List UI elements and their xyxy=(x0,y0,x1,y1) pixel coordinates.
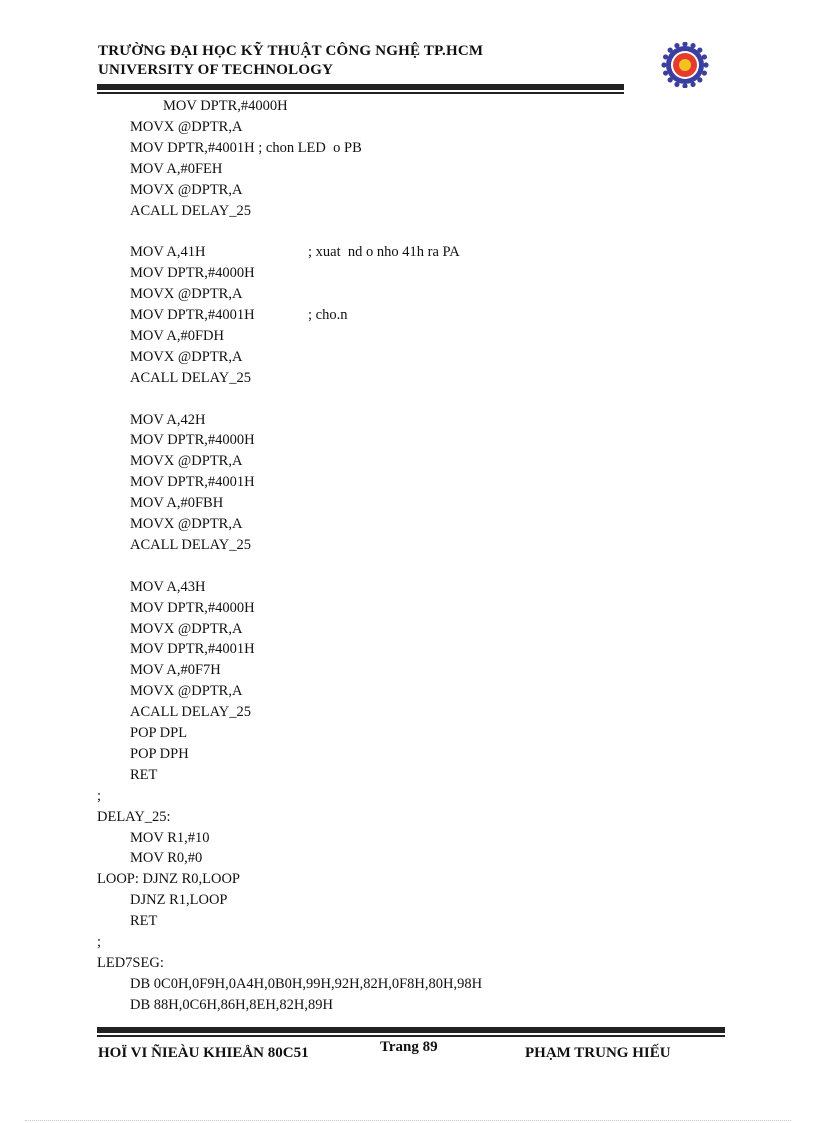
code-instruction: ; xyxy=(97,787,102,804)
code-instruction: MOV R0,#0 xyxy=(130,850,203,867)
code-instruction: LED7SEG: xyxy=(97,954,164,971)
code-comment: ; xuat nd o nho 41h ra PA xyxy=(308,244,460,261)
code-instruction: MOV DPTR,#4000H xyxy=(130,265,255,282)
code-line xyxy=(130,890,227,911)
footer-rule-thin xyxy=(97,1035,725,1037)
footer-course-title: HOÏ VI ÑIEÀU KHIEÅN 80C51 xyxy=(98,1045,309,1061)
code-instruction: MOV DPTR,#4001H xyxy=(130,307,255,323)
code-instruction: ACALL DELAY_25 xyxy=(130,369,251,386)
code-line xyxy=(130,514,242,535)
code-instruction: DJNZ R1,LOOP xyxy=(130,892,228,909)
code-line xyxy=(97,932,101,953)
code-instruction: MOV A,#0FBH xyxy=(130,495,224,512)
code-instruction: MOV A,42H xyxy=(130,411,206,428)
code-line xyxy=(130,326,224,347)
code-instruction: MOVX @DPTR,A xyxy=(130,683,243,700)
code-instruction: MOVX @DPTR,A xyxy=(130,118,243,135)
code-line xyxy=(130,974,482,995)
code-line xyxy=(130,430,255,451)
code-line xyxy=(130,828,210,849)
code-line xyxy=(130,660,221,681)
code-line xyxy=(130,201,251,222)
code-line xyxy=(130,744,189,765)
code-instruction: MOV DPTR,#4000H xyxy=(130,432,255,449)
code-line xyxy=(130,723,187,744)
code-instruction: MOV A,43H xyxy=(130,578,206,595)
code-line xyxy=(130,451,242,472)
code-line xyxy=(97,786,101,807)
code-line xyxy=(130,368,251,389)
code-instruction: LOOP: DJNZ R0,LOOP xyxy=(97,871,240,888)
code-instruction: MOVX @DPTR,A xyxy=(130,286,243,303)
code-instruction: ACALL DELAY_25 xyxy=(130,704,251,721)
header-rule-thin xyxy=(97,92,624,94)
code-instruction: MOV R1,#10 xyxy=(130,829,210,846)
code-line xyxy=(130,848,202,869)
header-university-vn: TRƯỜNG ĐẠI HỌC KỸ THUẬT CÔNG NGHỆ TP.HCM xyxy=(98,43,484,59)
footer-rule-thick xyxy=(97,1027,725,1033)
code-line xyxy=(163,96,288,117)
code-line xyxy=(130,911,157,932)
code-line xyxy=(130,410,205,431)
code-instruction: ; xyxy=(97,934,102,950)
code-line xyxy=(130,347,242,368)
page-number: Trang 89 xyxy=(380,1039,438,1055)
code-instruction: MOVX @DPTR,A xyxy=(130,620,243,637)
code-instruction: MOV A,#0F7H xyxy=(130,662,221,679)
code-instruction: DB 0C0H,0F9H,0A4H,0B0H,99H,92H,82H,0F8H,80H,98H xyxy=(130,975,483,992)
code-line xyxy=(130,263,255,284)
code-line xyxy=(130,681,242,702)
code-instruction: MOV A,#0FEH xyxy=(130,160,223,177)
code-line xyxy=(97,953,164,974)
code-line xyxy=(130,117,242,138)
code-instruction: ACALL DELAY_25 xyxy=(130,536,251,553)
code-line xyxy=(130,305,348,326)
code-line xyxy=(130,765,157,786)
header-rule-thick xyxy=(97,84,624,90)
code-line xyxy=(130,619,242,640)
code-line xyxy=(130,577,205,598)
code-instruction: MOVX @DPTR,A xyxy=(130,516,243,532)
code-instruction: MOV DPTR,#4000H xyxy=(130,599,255,616)
code-line xyxy=(97,807,171,828)
footer-author: PHẠM TRUNG HIẾU xyxy=(525,1045,671,1061)
code-instruction: MOVX @DPTR,A xyxy=(130,181,243,198)
code-instruction: RET xyxy=(130,913,158,930)
code-line xyxy=(130,535,251,556)
code-instruction: MOV DPTR,#4000H xyxy=(163,98,288,114)
code-instruction: POP DPH xyxy=(130,745,189,762)
code-comment: ; cho.n xyxy=(308,307,348,323)
code-instruction: MOV A,#0FDH xyxy=(130,327,225,344)
university-logo-icon xyxy=(660,42,710,88)
code-instruction: DELAY_25: xyxy=(97,808,171,825)
code-line xyxy=(130,180,242,201)
code-instruction: DB 88H,0C6H,86H,8EH,82H,89H xyxy=(130,996,333,1013)
code-line xyxy=(130,702,251,723)
code-instruction: MOVX @DPTR,A xyxy=(130,453,243,470)
code-line xyxy=(130,242,460,263)
code-line xyxy=(130,493,223,514)
code-line xyxy=(130,159,222,180)
header-university-en: UNIVERSITY OF TECHNOLOGY xyxy=(98,62,334,78)
code-line xyxy=(97,869,240,890)
code-instruction: MOV DPTR,#4001H ; chon LED o PB xyxy=(130,139,362,156)
code-instruction: POP DPL xyxy=(130,725,188,741)
code-instruction: MOV DPTR,#4001H xyxy=(130,474,255,491)
code-instruction: MOVX @DPTR,A xyxy=(130,348,243,365)
code-line xyxy=(130,284,242,305)
page-edge-divider xyxy=(25,1120,791,1121)
code-line xyxy=(130,472,255,493)
code-instruction: MOV A,41H xyxy=(130,244,206,261)
code-line xyxy=(130,598,255,619)
code-line xyxy=(130,995,333,1016)
code-line xyxy=(130,138,362,159)
code-line xyxy=(130,639,255,660)
code-instruction: MOV DPTR,#4001H xyxy=(130,641,255,658)
code-instruction: RET xyxy=(130,766,158,783)
code-instruction: ACALL DELAY_25 xyxy=(130,202,251,219)
